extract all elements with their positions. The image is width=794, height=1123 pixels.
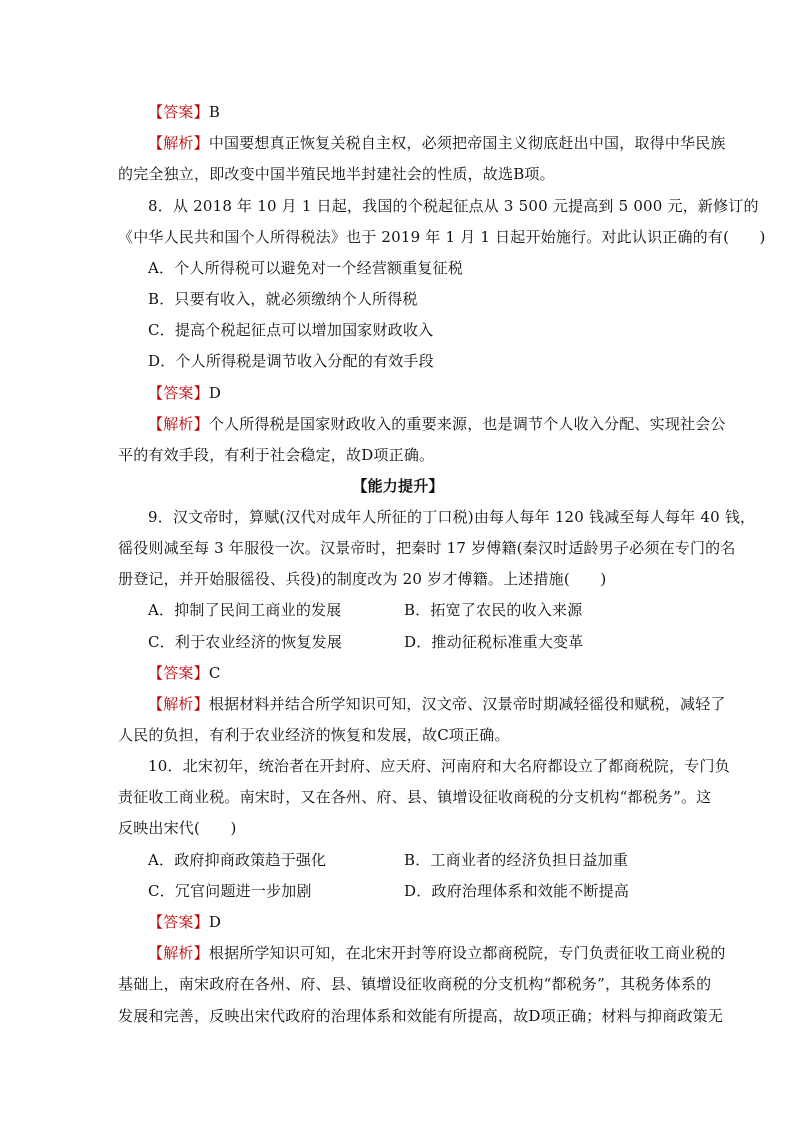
q8-option-a: A．个人所得税可以避免对一个经营额重复征税 <box>148 259 464 277</box>
q9-option-b: B．拓宽了农民的收入来源 <box>404 601 583 619</box>
answer-tag: 【答案】 <box>148 103 209 121</box>
analysis-tag: 【解析】 <box>148 944 209 962</box>
analysis-tag: 【解析】 <box>148 415 209 433</box>
answer-tag: 【答案】 <box>148 384 209 402</box>
q8-answer <box>148 383 221 403</box>
q10-stem-line-1: 10．北宋初年，统治者在开封府、应天府、河南府和大名府都设立了都商税院，专门负 <box>148 757 730 775</box>
q8-option-d: D．个人所得税是调节收入分配的有效手段 <box>148 352 434 370</box>
q8-analysis-line-1 <box>148 414 726 434</box>
answer-value: D <box>208 384 222 402</box>
q10-option-d: D．政府治理体系和效能不断提高 <box>404 882 630 900</box>
answer-tag: 【答案】 <box>148 664 209 682</box>
q7-answer <box>148 102 220 122</box>
analysis-tag: 【解析】 <box>148 134 209 152</box>
answer-value: C <box>208 664 221 682</box>
q8-option-c: C．提高个税起征点可以增加国家财政收入 <box>148 321 434 339</box>
answer-value: D <box>208 913 222 931</box>
q10-stem-line-3: 反映出宋代( ) <box>118 819 237 837</box>
q7-analysis-line-2: 的完全独立，即改变中国半殖民地半封建社会的性质，故选B项。 <box>118 165 555 183</box>
analysis-tag: 【解析】 <box>148 695 209 713</box>
q8-stem-line-2: 《中华人民共和国个人所得税法》也于 2019 年 1 月 1 日起开始施行。对此认识正确的有( ) <box>118 228 766 246</box>
analysis-text: 根据材料并结合所学知识可知，汉文帝、汉景帝时期减轻徭役和赋税，减轻了 <box>208 695 726 713</box>
q9-option-c: C．利于农业经济的恢复发展 <box>148 633 343 651</box>
q9-stem-line-3: 册登记，并开始服徭役、兵役)的制度改为 20 岁才傅籍。上述措施( ) <box>118 570 607 588</box>
q8-stem-line-1: 8．从 2018 年 10 月 1 日起，我国的个税起征点从 3 500 元提高到 5 000 元，新修订的 <box>148 197 759 215</box>
q10-analysis-line-2: 基础上，南宋政府在各州、府、县、镇增设征收商税的分支机构“都税务”，其税务体系的 <box>118 975 712 993</box>
section-title: 【能力提升】 <box>352 477 444 495</box>
q10-option-c: C．冗官问题进一步加剧 <box>148 882 312 900</box>
q9-option-d: D．推动征税标准重大变革 <box>404 633 584 651</box>
q9-answer <box>148 663 221 683</box>
q8-option-b: B．只要有收入，就必须缴纳个人所得税 <box>148 290 418 308</box>
q9-analysis-line-1 <box>148 694 726 714</box>
analysis-text: 个人所得税是国家财政收入的重要来源，也是调节个人收入分配、实现社会公 <box>208 415 726 433</box>
q9-stem-line-1: 9．汉文帝时，算赋(汉代对成年人所征的丁口税)由每人每年 120 钱减至每人每年 40 钱， <box>148 508 756 526</box>
q10-analysis-line-3: 发展和完善，反映出宋代政府的治理体系和效能有所提高，故D项正确；材料与抑商政策无 <box>118 1007 724 1025</box>
q9-stem-line-2: 徭役则减至每 3 年服役一次。汉景帝时，把秦时 17 岁傅籍(秦汉时适龄男子必须在专门的名 <box>118 539 736 557</box>
q10-option-a: A．政府抑商政策趋于强化 <box>148 851 327 869</box>
q7-analysis-line-1 <box>148 133 726 153</box>
analysis-text: 根据所学知识可知，在北宋开封等府设立都商税院，专门负责征收工商业税的 <box>208 944 726 962</box>
answer-tag: 【答案】 <box>148 913 209 931</box>
answer-value: B <box>208 103 221 121</box>
q9-analysis-line-2: 人民的负担，有利于农业经济的恢复和发展，故C项正确。 <box>118 726 510 744</box>
q10-option-b: B．工商业者的经济负担日益加重 <box>404 851 629 869</box>
q10-analysis-line-1 <box>148 943 726 963</box>
q9-option-a: A．抑制了民间工商业的发展 <box>148 601 342 619</box>
analysis-text: 中国要想真正恢复关税自主权，必须把帝国主义彻底赶出中国，取得中华民族 <box>208 134 726 152</box>
q8-analysis-line-2: 平的有效手段，有利于社会稳定，故D项正确。 <box>118 446 435 464</box>
q10-stem-line-2: 责征收工商业税。南宋时，又在各州、府、县、镇增设征收商税的分支机构“都税务”。这 <box>118 788 712 806</box>
q10-answer <box>148 912 221 932</box>
